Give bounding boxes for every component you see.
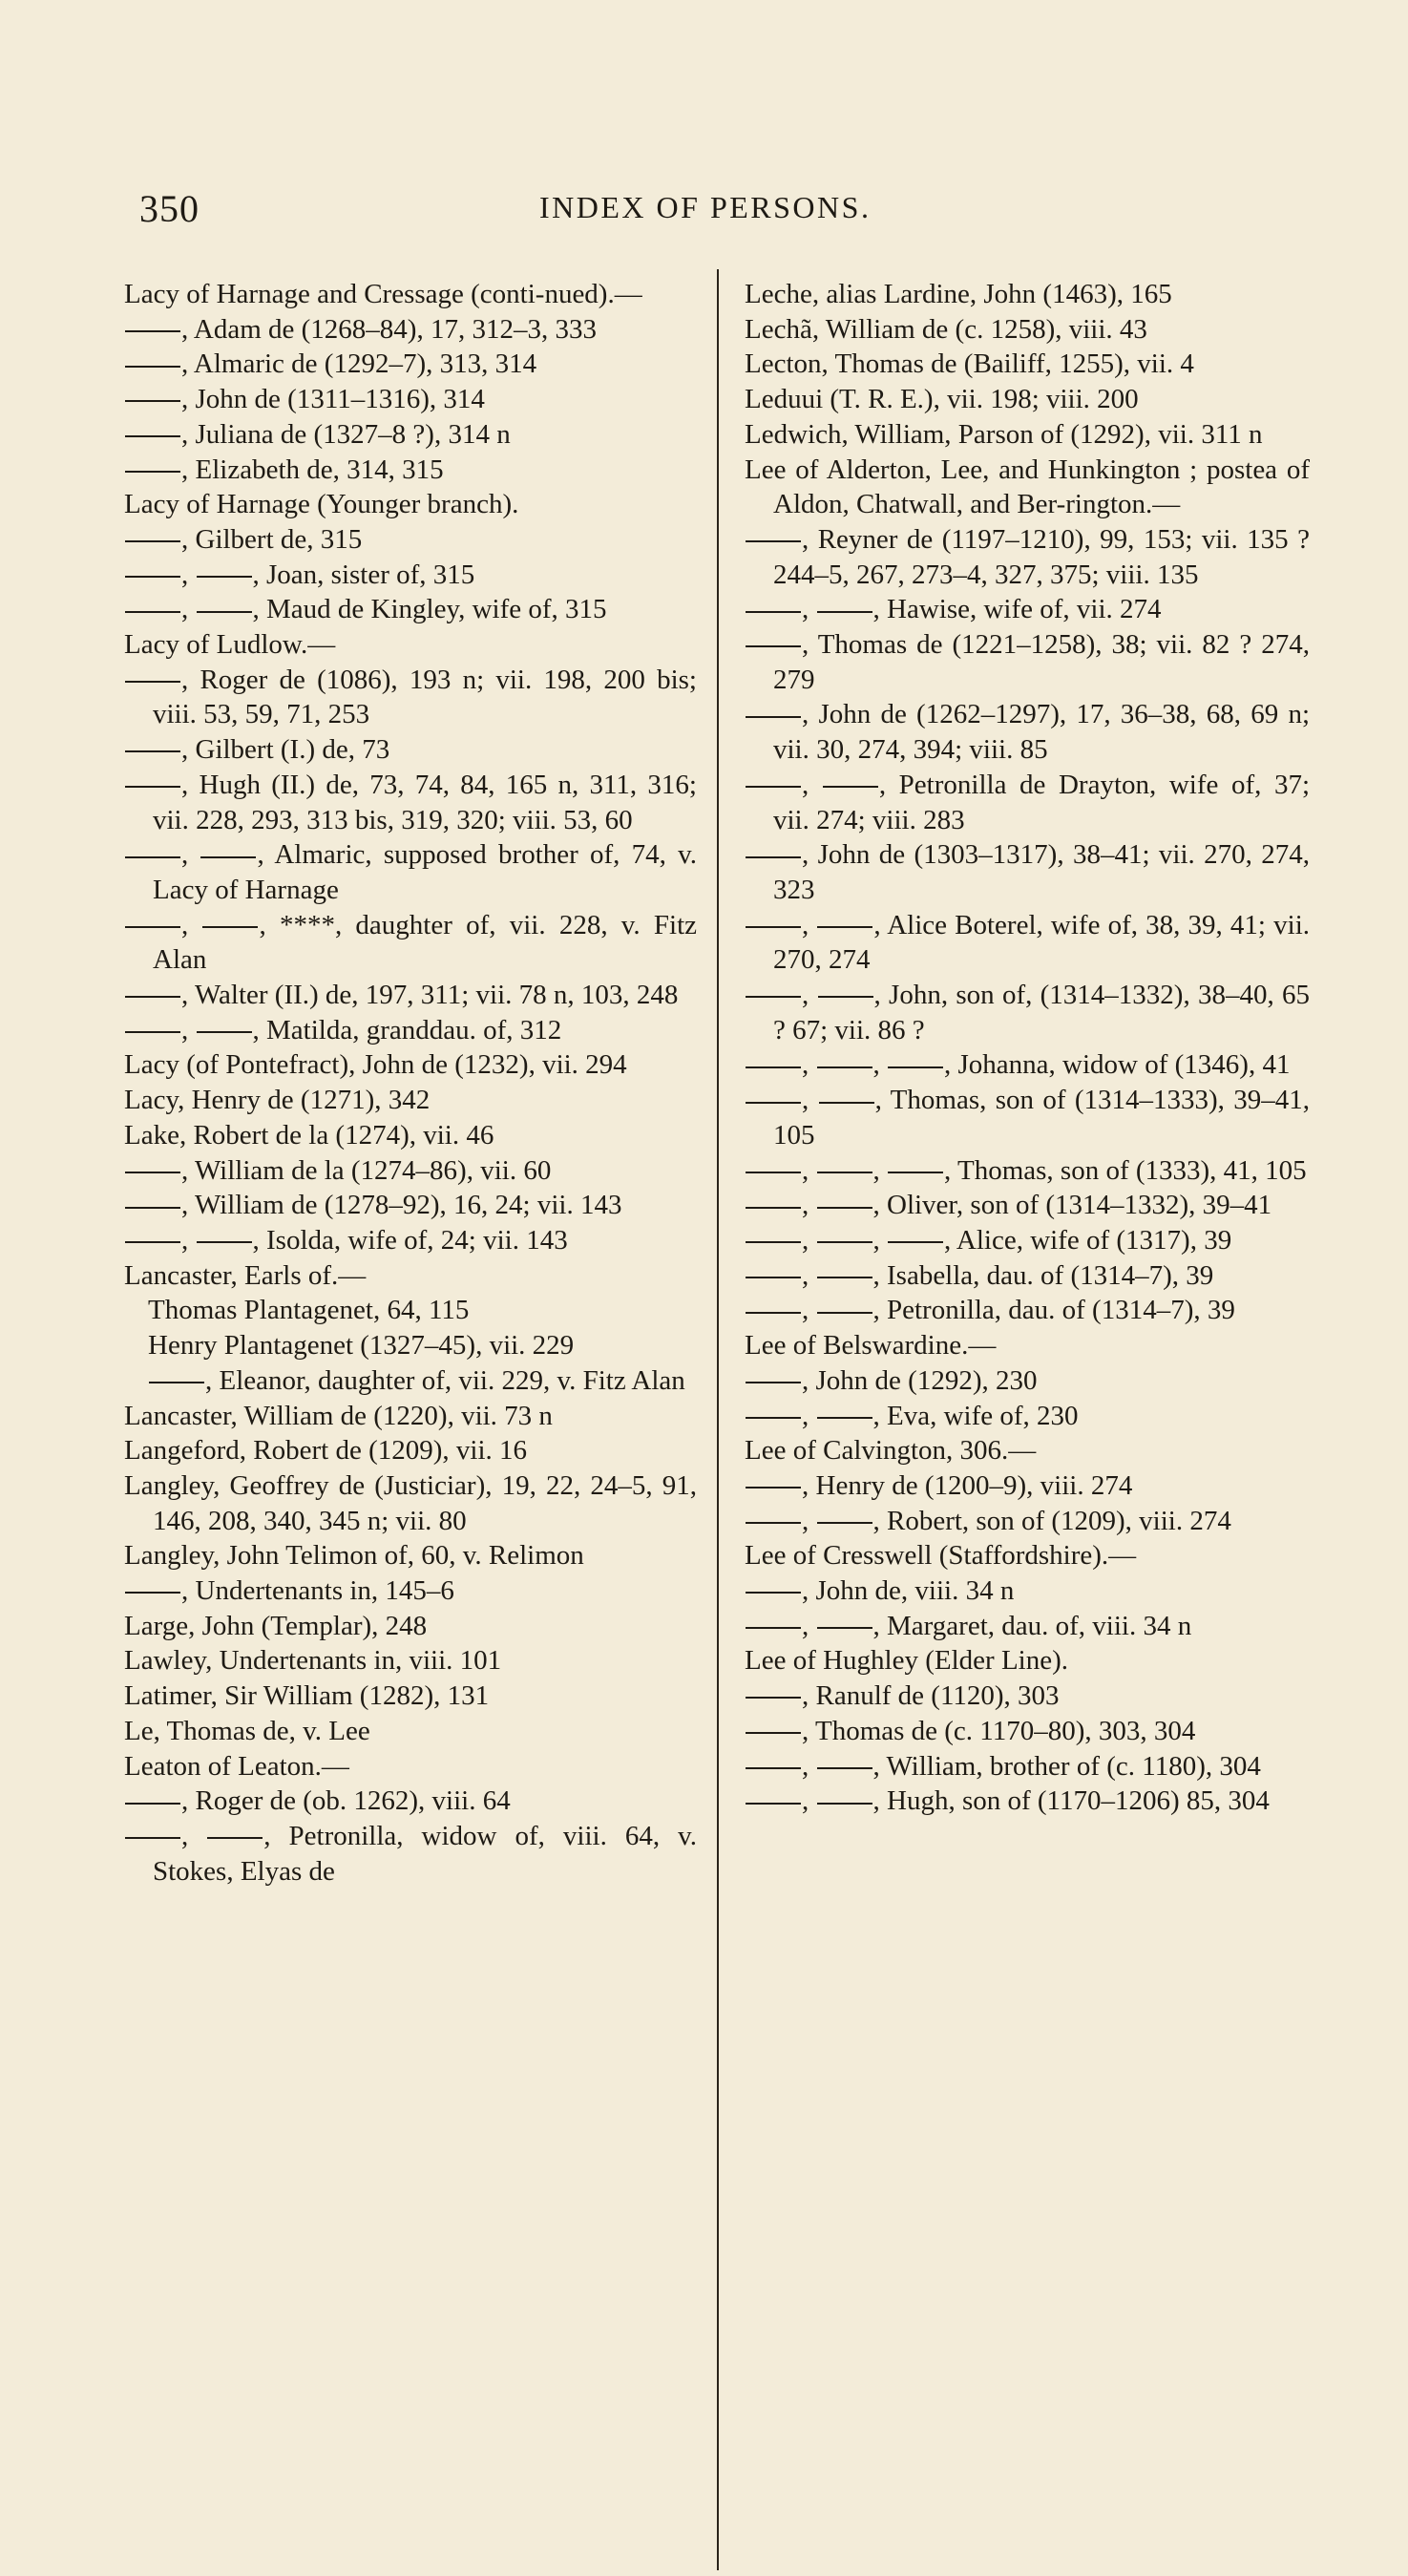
index-entry: , , Isolda, wife of, 24; vii. 143 (124, 1223, 697, 1258)
page-number: 350 (139, 187, 200, 230)
index-entry-text: Lancaster, William de (1220), vii. 73 n (124, 1400, 553, 1431)
index-entry (745, 1573, 1310, 1609)
index-entry-text: Leaton of Leaton.— (124, 1750, 349, 1782)
index-entry (124, 1714, 697, 1749)
ditto-dash (125, 471, 180, 473)
index-entry-text: Lawley, Undertenants in, viii. 101 (124, 1645, 502, 1677)
ditto-dash (125, 576, 180, 578)
index-entry (124, 1047, 697, 1083)
index-entry-text: , Eleanor, daughter of, vii. 229, v. Fitz Alan (205, 1364, 685, 1396)
index-entry (745, 1468, 1310, 1504)
index-entry-text: Ledwich, William, Parson of (1292), vii. 311 n (745, 418, 1263, 450)
index-entry-text: Lecton, Thomas de (Bailiff, 1255), vii. 4 (745, 348, 1194, 380)
ditto-dash (197, 1241, 252, 1243)
index-entry-text: , Adam de (1268–84), 17, 312–3, 333 (181, 313, 597, 345)
index-entry-text: , Roger de (1086), 193 n; vii. 198, 200 bis; viii. 53, 59, 71, 253 (153, 664, 697, 730)
index-entry-text: , John de (1303–1317), 38–41; vii. 270, 274, 323 (773, 839, 1310, 905)
ditto-dash (125, 1207, 180, 1209)
index-entry-text: Lacy of Harnage (Younger branch). (124, 489, 519, 520)
ditto-dash (197, 1031, 252, 1033)
ditto-dash (746, 996, 801, 998)
index-entry-text: , Thomas de (1221–1258), 38; vii. 82 ? 274, 279 (773, 629, 1310, 695)
index-entry-text: , Petronilla, widow of, viii. 64, v. Stokes, Elyas de (153, 1820, 697, 1887)
ditto-dash (817, 1277, 872, 1278)
index-entry-text: Lacy of Harnage and Cressage (conti-nued).— (124, 279, 642, 309)
index-entry-text: , John de, viii. 34 n (802, 1575, 1015, 1607)
ditto-dash (746, 926, 801, 928)
index-entry (745, 417, 1310, 453)
index-entry (124, 1328, 697, 1363)
index-entry-text: , Maud de Kingley, wife of, 315 (252, 594, 607, 625)
index-entry (124, 312, 697, 348)
index-entry: , , Almaric, supposed brother of, 74, v. Lacy of Harnage (124, 837, 697, 907)
ditto-dash (746, 1066, 801, 1068)
index-entry-text: , John de (1292), 230 (802, 1364, 1038, 1396)
index-entry-text: , Joan, sister of, 315 (252, 559, 475, 590)
ditto-dash (746, 1172, 801, 1173)
index-entry-text: Lee of Belswardine.— (745, 1330, 997, 1362)
index-entry (124, 487, 697, 522)
index-entry (124, 522, 697, 558)
ditto-dash (125, 856, 180, 858)
ditto-dash (888, 1241, 943, 1243)
index-entry (745, 312, 1310, 348)
index-entry (124, 1749, 697, 1784)
ditto-dash (817, 926, 872, 928)
index-entry-text: , Margaret, dau. of, viii. 34 n (872, 1610, 1192, 1641)
ditto-dash (817, 1241, 872, 1243)
ditto-dash (125, 1031, 180, 1033)
index-entry (124, 347, 697, 382)
index-entry-text: , Petronilla de Drayton, wife of, 37; vii. 274; viii. 283 (773, 769, 1311, 835)
index-entry-text: , Petronilla, dau. of (1314–7), 39 (872, 1295, 1235, 1326)
ditto-dash (888, 1066, 943, 1068)
index-entry-text: , Almaric de (1292–7), 313, 314 (181, 348, 537, 380)
index-entry: , , Oliver, son of (1314–1332), 39–41 (745, 1188, 1310, 1223)
ditto-dash (746, 1592, 801, 1594)
index-entry (124, 1679, 697, 1714)
ditto-dash (125, 750, 180, 752)
index-entry (745, 522, 1310, 592)
index-entry (745, 1643, 1310, 1679)
index-entry-text: Lacy, Henry de (1271), 342 (124, 1085, 431, 1116)
index-entry-text: , Thomas, son of (1333), 41, 105 (944, 1154, 1307, 1186)
index-entry (745, 697, 1310, 767)
index-entry-text: , ****, daughter of, vii. 228, v. Fitz Alan (153, 909, 698, 976)
ditto-dash (817, 1767, 872, 1769)
index-entry (124, 382, 697, 417)
index-entry: , , Hugh, son of (1170–1206) 85, 304 (745, 1784, 1310, 1819)
index-entry (745, 347, 1310, 382)
ditto-dash (746, 1767, 801, 1769)
index-entry-text: Lacy (of Pontefract), John de (1232), vii. 294 (124, 1049, 627, 1081)
index-entry (745, 1714, 1310, 1749)
ditto-dash (817, 1803, 872, 1805)
index-entry-text: Lechã, William de (c. 1258), viii. 43 (745, 313, 1147, 345)
index-entry (745, 1328, 1310, 1363)
index-entry: , , Eva, wife of, 230 (745, 1399, 1310, 1434)
ditto-dash (125, 1172, 180, 1173)
index-entry-text: , Elizabeth de, 314, 315 (181, 454, 444, 485)
ditto-dash (125, 786, 180, 788)
index-entry-text: , Gilbert de, 315 (181, 523, 363, 555)
index-entry-text: Lee of Calvington, 306.— (745, 1435, 1037, 1467)
index-entry-text: , Alice, wife of (1317), 39 (944, 1224, 1232, 1256)
index-entry (124, 978, 697, 1013)
ditto-dash (125, 681, 180, 683)
index-entry-text: , Roger de (ob. 1262), viii. 64 (181, 1785, 511, 1817)
index-entry: , , Robert, son of (1209), viii. 274 (745, 1504, 1310, 1539)
ditto-dash (818, 996, 873, 998)
index-entry-text: , Henry de (1200–9), viii. 274 (802, 1469, 1133, 1501)
index-entry (124, 1538, 697, 1573)
index-entry-text: , Alice Boterel, wife of, 38, 39, 41; vii. 270, 274 (773, 909, 1311, 976)
index-entry (124, 1118, 697, 1153)
index-entry: , , Matilda, granddau. of, 312 (124, 1013, 697, 1048)
index-entry-text: , Robert, son of (1209), viii. 274 (872, 1505, 1231, 1536)
index-entry (745, 1679, 1310, 1714)
ditto-dash (817, 1207, 872, 1209)
index-entry-text: Lancaster, Earls of.— (124, 1259, 367, 1291)
left-column (124, 277, 697, 1889)
ditto-dash (149, 1382, 204, 1383)
index-entry-text: Lee of Cresswell (Staffordshire).— (745, 1540, 1137, 1572)
index-entry-text: , Almaric, supposed brother of, 74, v. Lacy of Harnage (153, 839, 698, 905)
ditto-dash (746, 645, 801, 647)
ditto-dash (823, 786, 878, 788)
index-entry-text: , Thomas, son of (1314–1333), 39–41, 105 (773, 1085, 1311, 1151)
index-entry-text: , William, brother of (c. 1180), 304 (872, 1750, 1261, 1782)
ditto-dash (746, 1207, 801, 1209)
running-head: INDEX OF PERSONS. (539, 190, 872, 224)
index-entry: , , , Johanna, widow of (1346), 41 (745, 1047, 1310, 1083)
index-entry-text: , John de (1262–1297), 17, 36–38, 68, 69 n; vii. 30, 274, 394; viii. 85 (773, 699, 1310, 766)
index-entry: , , Petronilla de Drayton, wife of, 37; vii. 274; viii. 283 (745, 768, 1310, 837)
ditto-dash (746, 856, 801, 858)
ditto-dash (125, 1241, 180, 1243)
ditto-dash (197, 576, 252, 578)
index-entry (124, 1784, 697, 1819)
ditto-dash (746, 786, 801, 788)
ditto-dash (746, 1522, 801, 1524)
ditto-dash (817, 1066, 872, 1068)
ditto-dash (746, 1277, 801, 1278)
index-entry-text: Le, Thomas de, v. Lee (124, 1715, 370, 1746)
ditto-dash (125, 1803, 180, 1805)
ditto-dash (746, 611, 801, 613)
ditto-dash (125, 366, 180, 368)
index-entry-text: Lee of Alderton, Lee, and Hunkington ; postea of Aldon, Chatwall, and Ber-rington.— (745, 454, 1310, 520)
index-entry (124, 1643, 697, 1679)
ditto-dash (207, 1837, 263, 1839)
index-entry-text: , John, son of, (1314–1332), 38–40, 65 ? 67; vii. 86 ? (773, 980, 1310, 1045)
index-entry (745, 453, 1310, 522)
ditto-dash (125, 996, 180, 998)
index-entry-text: , Gilbert (I.) de, 73 (181, 734, 390, 766)
index-entry: , , Petronilla, dau. of (1314–7), 39 (745, 1293, 1310, 1328)
index-entry-text: , John de (1311–1316), 314 (181, 384, 485, 415)
ditto-dash (746, 1417, 801, 1419)
index-entry-text: , Hugh, son of (1170–1206) 85, 304 (872, 1785, 1270, 1817)
index-entry-text: , Thomas de (c. 1170–80), 303, 304 (802, 1715, 1196, 1746)
index-entry-text: Large, John (Templar), 248 (124, 1610, 428, 1641)
index-entry (124, 1258, 697, 1294)
index-entry (745, 277, 1310, 312)
ditto-dash (125, 926, 180, 928)
index-entry: , , Thomas, son of (1314–1333), 39–41, 105 (745, 1083, 1310, 1152)
index-entry (124, 768, 697, 837)
ditto-dash (746, 1803, 801, 1805)
index-entry-text: , Undertenants in, 145–6 (181, 1575, 454, 1607)
index-entry-text: , Reyner de (1197–1210), 99, 153; vii. 135 ? 244–5, 267, 273–4, 327, 375; viii. 135 (773, 523, 1310, 590)
index-entry (124, 663, 697, 732)
ditto-dash (746, 1102, 801, 1104)
index-entry-text: Lacy of Ludlow.— (124, 629, 336, 661)
index-entry (745, 382, 1310, 417)
ditto-dash (817, 611, 872, 613)
index-entry (124, 1609, 697, 1644)
index-entry-text: , Juliana de (1327–8 ?), 314 n (181, 418, 511, 450)
index-entry-text: Langley, Geoffrey de (Justiciar), 19, 22, 24–5, 91, 146, 208, 340, 345 n; vii. 80 (124, 1469, 697, 1536)
index-entry-text: , Johanna, widow of (1346), 41 (944, 1049, 1291, 1081)
ditto-dash (746, 1312, 801, 1314)
index-entry (124, 1188, 697, 1223)
index-entry-text: Henry Plantagenet (1327–45), vii. 229 (148, 1330, 575, 1362)
index-entry: , , Joan, sister of, 315 (124, 558, 697, 593)
ditto-dash (746, 1697, 801, 1699)
column-divider (717, 269, 719, 2570)
ditto-dash (746, 1241, 801, 1243)
index-entry: , , , Alice, wife of (1317), 39 (745, 1223, 1310, 1258)
index-entry: , , Hawise, wife of, vii. 274 (745, 592, 1310, 627)
right-column (745, 277, 1310, 1819)
index-entry-text: Langeford, Robert de (1209), vii. 16 (124, 1435, 528, 1467)
index-entry-text: , William de (1278–92), 16, 24; vii. 143 (181, 1190, 622, 1221)
index-entry: , , Maud de Kingley, wife of, 315 (124, 592, 697, 627)
index-entry-text: Thomas Plantagenet, 64, 115 (148, 1295, 470, 1326)
index-entry-text: , Hawise, wife of, vii. 274 (872, 594, 1162, 625)
ditto-dash (746, 1487, 801, 1489)
index-entry (745, 1433, 1310, 1468)
index-entry: , , Isabella, dau. of (1314–7), 39 (745, 1258, 1310, 1294)
ditto-dash (125, 1837, 180, 1839)
ditto-dash (817, 1627, 872, 1629)
index-entry-text: , Isabella, dau. of (1314–7), 39 (872, 1259, 1214, 1291)
index-entry (745, 627, 1310, 697)
index-entry-text: Leduui (T. R. E.), vii. 198; viii. 200 (745, 384, 1139, 415)
index-entry (745, 1363, 1310, 1399)
page-header (0, 186, 1408, 234)
index-entry (124, 417, 697, 453)
ditto-dash (817, 1172, 872, 1173)
index-entry-text: , Ranulf de (1120), 303 (802, 1680, 1060, 1712)
index-entry: , , John, son of, (1314–1332), 38–40, 65 ? 67; vii. 86 ? (745, 978, 1310, 1047)
ditto-dash (888, 1172, 943, 1173)
index-entry: , , William, brother of (c. 1180), 304 (745, 1749, 1310, 1784)
ditto-dash (202, 926, 258, 928)
ditto-dash (746, 540, 801, 542)
index-entry (124, 277, 697, 312)
ditto-dash (125, 540, 180, 542)
index-entry-text: , Isolda, wife of, 24; vii. 143 (252, 1224, 568, 1256)
index-entry (745, 837, 1310, 907)
ditto-dash (125, 330, 180, 332)
index-entry (745, 1538, 1310, 1573)
ditto-dash (817, 1312, 872, 1314)
index-entry (124, 453, 697, 488)
index-entry: , , ****, daughter of, vii. 228, v. Fitz Alan (124, 908, 697, 978)
index-entry-text: , Oliver, son of (1314–1332), 39–41 (872, 1190, 1272, 1221)
index-entry (124, 1433, 697, 1468)
ditto-dash (819, 1102, 874, 1104)
index-entry-text: , Hugh (II.) de, 73, 74, 84, 165 n, 311, 316; vii. 228, 293, 313 bis, 319, 320; viii. 53, 60 (153, 769, 697, 835)
ditto-dash (746, 1382, 801, 1383)
ditto-dash (817, 1417, 872, 1419)
index-entry-text: Leche, alias Lardine, John (1463), 165 (745, 279, 1172, 309)
index-entry-text: , Walter (II.) de, 197, 311; vii. 78 n, 103, 248 (181, 980, 679, 1011)
index-entry (124, 732, 697, 768)
index-entry: , , Margaret, dau. of, viii. 34 n (745, 1609, 1310, 1644)
ditto-dash (125, 435, 180, 437)
ditto-dash (125, 400, 180, 402)
ditto-dash (746, 716, 801, 718)
index-entry (124, 1399, 697, 1434)
ditto-dash (817, 1522, 872, 1524)
index-entry-text: Lee of Hughley (Elder Line). (745, 1645, 1068, 1677)
index-entry-text: , William de la (1274–86), vii. 60 (181, 1154, 552, 1186)
ditto-dash (125, 1592, 180, 1594)
index-entry: , , , Thomas, son of (1333), 41, 105 (745, 1153, 1310, 1189)
ditto-dash (200, 856, 256, 858)
ditto-dash (125, 611, 180, 613)
index-entry (124, 1293, 697, 1328)
index-entry-text: Latimer, Sir William (1282), 131 (124, 1680, 490, 1712)
ditto-dash (746, 1732, 801, 1734)
index-entry-text: , Eva, wife of, 230 (872, 1400, 1079, 1431)
index-entry-text: Lake, Robert de la (1274), vii. 46 (124, 1119, 494, 1151)
ditto-dash (746, 1627, 801, 1629)
index-entry (124, 1083, 697, 1118)
index-entry (124, 1573, 697, 1609)
index-entry (124, 1153, 697, 1189)
index-entry: , , Alice Boterel, wife of, 38, 39, 41; vii. 270, 274 (745, 908, 1310, 978)
index-entry (124, 627, 697, 663)
index-entry-text: , Matilda, granddau. of, 312 (252, 1014, 562, 1045)
index-entry-text: Langley, John Telimon of, 60, v. Relimon (124, 1540, 584, 1572)
ditto-dash (197, 611, 252, 613)
index-entry: , , Petronilla, widow of, viii. 64, v. Stokes, Elyas de (124, 1819, 697, 1889)
index-entry (124, 1363, 697, 1399)
index-entry (124, 1468, 697, 1538)
